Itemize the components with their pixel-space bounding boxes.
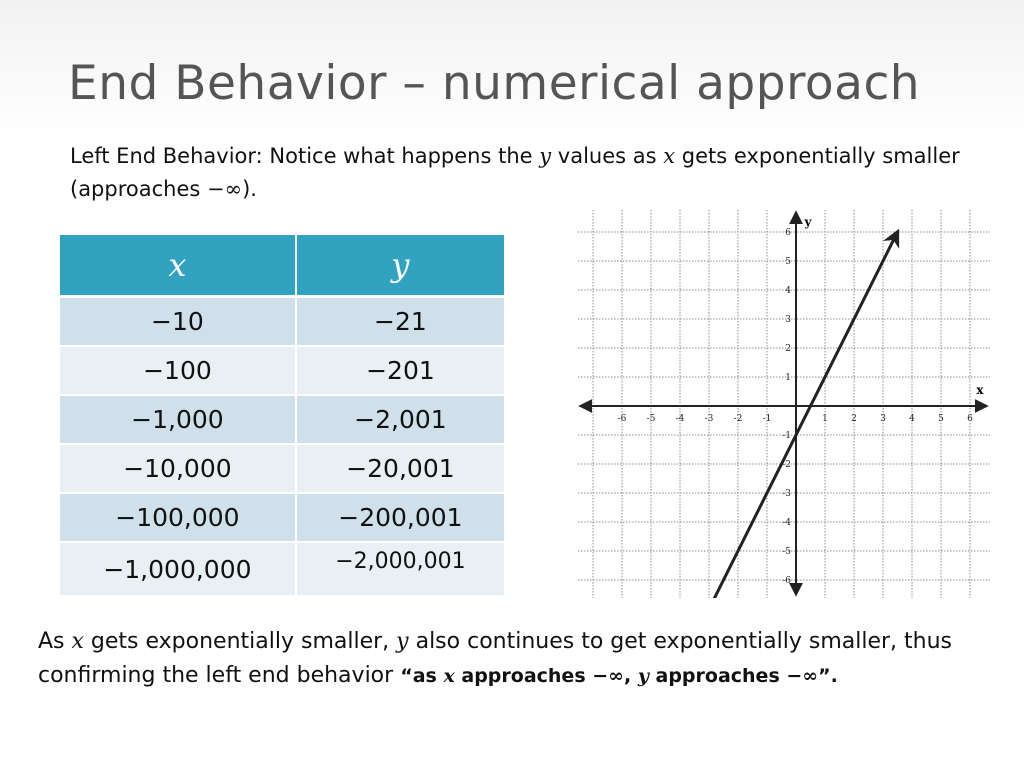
y-tick-label: -5	[782, 547, 791, 557]
x-tick-label: -2	[733, 414, 743, 424]
table-row	[60, 542, 504, 596]
end-behavior-statement: “as x approaches −∞, y approaches −∞”.	[400, 665, 838, 687]
cell-y: −21	[296, 297, 504, 347]
x-tick-label: 3	[880, 414, 886, 424]
line-graph	[578, 210, 990, 598]
y-tick-label: 1	[785, 373, 791, 383]
conclusion-var-y: y	[396, 629, 409, 654]
x-tick-label: -3	[704, 414, 714, 424]
cell-y: −2,001	[296, 395, 504, 444]
y-tick-label: 2	[785, 344, 791, 354]
cell-y: −200,001	[296, 493, 504, 542]
x-tick-label: -5	[646, 414, 656, 424]
slide-title: End Behavior – numerical approach	[68, 56, 921, 111]
x-axis-label: x	[976, 383, 984, 397]
x-tick-label: 5	[938, 414, 944, 424]
y-axis-label: y	[804, 215, 812, 229]
cell-x: −100,000	[60, 493, 296, 542]
header-x: x	[60, 235, 296, 297]
y-tick-label: 3	[785, 315, 791, 325]
cell-y: −20,001	[296, 444, 504, 493]
x-tick-label: 4	[909, 414, 915, 424]
table-row	[60, 493, 504, 542]
values-table	[60, 235, 504, 597]
table-row	[60, 297, 504, 347]
y-tick-label: -3	[782, 489, 791, 499]
x-tick-label: 6	[967, 414, 973, 424]
intro-var-x: x	[663, 144, 676, 168]
cell-x: −1,000,000	[60, 542, 296, 596]
x-tick-label: 1	[822, 414, 828, 424]
y-tick-label: 5	[785, 257, 791, 267]
y-tick-label: -1	[782, 431, 791, 441]
table-row	[60, 395, 504, 444]
y-tick-label: -4	[782, 518, 791, 528]
y-tick-label: 6	[785, 228, 791, 238]
x-tick-label: -6	[617, 414, 627, 424]
y-tick-label: -2	[782, 460, 791, 470]
header-y: y	[296, 235, 504, 297]
cell-x: −10,000	[60, 444, 296, 493]
y-tick-label: 4	[785, 286, 791, 296]
y-tick-label: -6	[782, 576, 791, 586]
intro-neg-infinity: −∞	[207, 177, 243, 201]
x-tick-label: -4	[675, 414, 685, 424]
table-header-row	[60, 235, 504, 297]
x-tick-label: 2	[851, 414, 857, 424]
intro-var-y: y	[539, 144, 552, 168]
intro-text: Left End Behavior: Notice what happens the y values as x gets exponentially smaller (approaches −∞).	[70, 144, 960, 201]
cell-y: −201	[296, 346, 504, 395]
cell-x: −1,000	[60, 395, 296, 444]
conclusion-text: As x gets exponentially smaller, y also continues to get exponentially smaller, thus confirming the left end behavior “as x approaches −∞, y approaches −∞”.	[38, 629, 953, 688]
series-line	[700, 232, 897, 598]
cell-x: −10	[60, 297, 296, 347]
conclusion-var-x: x	[71, 629, 84, 654]
cell-y: −2,000,001	[296, 542, 504, 596]
table-row	[60, 346, 504, 395]
table-row	[60, 444, 504, 493]
x-tick-label: -1	[762, 414, 772, 424]
cell-x: −100	[60, 346, 296, 395]
